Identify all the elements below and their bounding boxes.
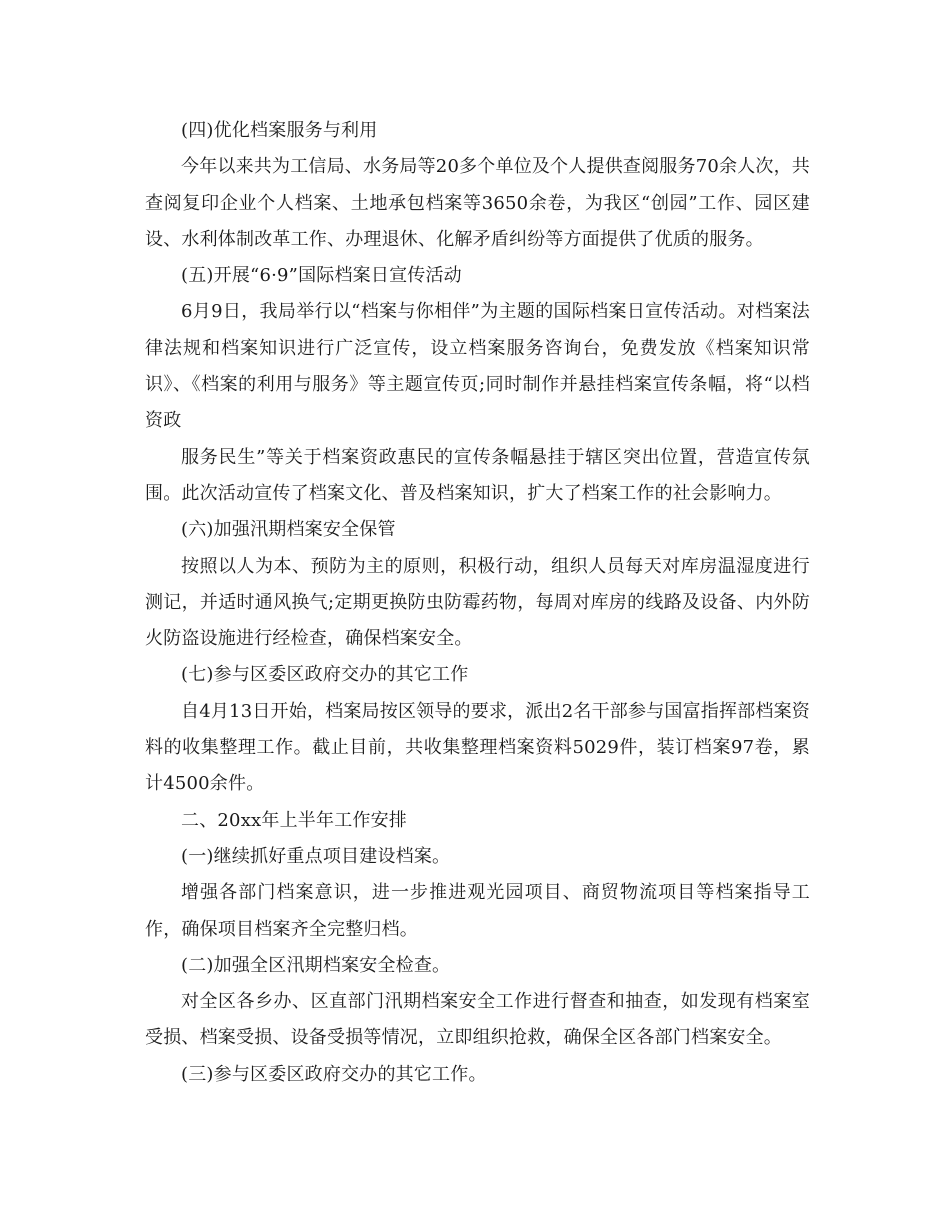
body-paragraph: 自4月13日开始，档案局按区领导的要求，派出2名干部参与国富指挥部档案资料的收集整理工作。截止目前，共收集整理档案资料5029件，装订档案97卷，累计4500余件。 (145, 700, 811, 795)
plan-heading-1: (一)继续抓好重点项目建设档案。 (181, 845, 451, 867)
plan-heading-2: (二)加强全区汛期档案安全检查。 (181, 954, 451, 976)
body-paragraph: 6月9日，我局举行以“档案与你相伴”为主题的国际档案日宣传活动。对档案法律法规和档案知识进行广泛宣传，设立档案服务咨询台，免费发放《档案知识常识》、《档案的利用与服务》等主题宣传页;同时制作并悬挂档案宣传条幅，将“以档资政 (145, 301, 810, 432)
body-paragraph: 按照以人为本、预防为主的原则，积极行动，组织人员每天对库房温湿度进行测记，并适时通风换气;定期更换防虫防霉药物，每周对库房的线路及设备、内外防火防盗设施进行经检查，确保档案安全。 (145, 555, 810, 650)
section-heading-4: (四)优化档案服务与利用 (181, 120, 378, 141)
section-heading-5: (五)开展“6·9”国际档案日宣传活动 (181, 265, 462, 287)
section-heading-7: (七)参与区委区政府交办的其它工作 (181, 664, 469, 686)
body-paragraph: 增强各部门档案意识，进一步推进观光园项目、商贸物流项目等档案指导工作，确保项目档案齐全完整归档。 (145, 882, 810, 940)
chapter-heading: 二、20xx年上半年工作安排 (181, 809, 408, 831)
body-paragraph: 对全区各乡办、区直部门汛期档案安全工作进行督查和抽查，如发现有档案室受损、档案受损、设备受损等情况，立即组织抢救，确保全区各部门档案安全。 (145, 991, 810, 1049)
body-paragraph: 服务民生”等关于档案资政惠民的宣传条幅悬挂于辖区突出位置，营造宣传氛围。此次活动宣传了档案文化、普及档案知识，扩大了档案工作的社会影响力。 (145, 446, 810, 504)
plan-heading-3: (三)参与区委区政府交办的其它工作。 (181, 1063, 487, 1085)
document-page (145, 113, 810, 1093)
body-paragraph: 今年以来共为工信局、水务局等20多个单位及个人提供查阅服务70余人次，共查阅复印企业个人档案、土地承包档案等3650余卷，为我区“创园”工作、园区建设、水利体制改革工作、办理退休、化解矛盾纠纷等方面提供了优质的服务。 (145, 156, 811, 250)
section-heading-6: (六)加强汛期档案安全保管 (181, 519, 396, 541)
